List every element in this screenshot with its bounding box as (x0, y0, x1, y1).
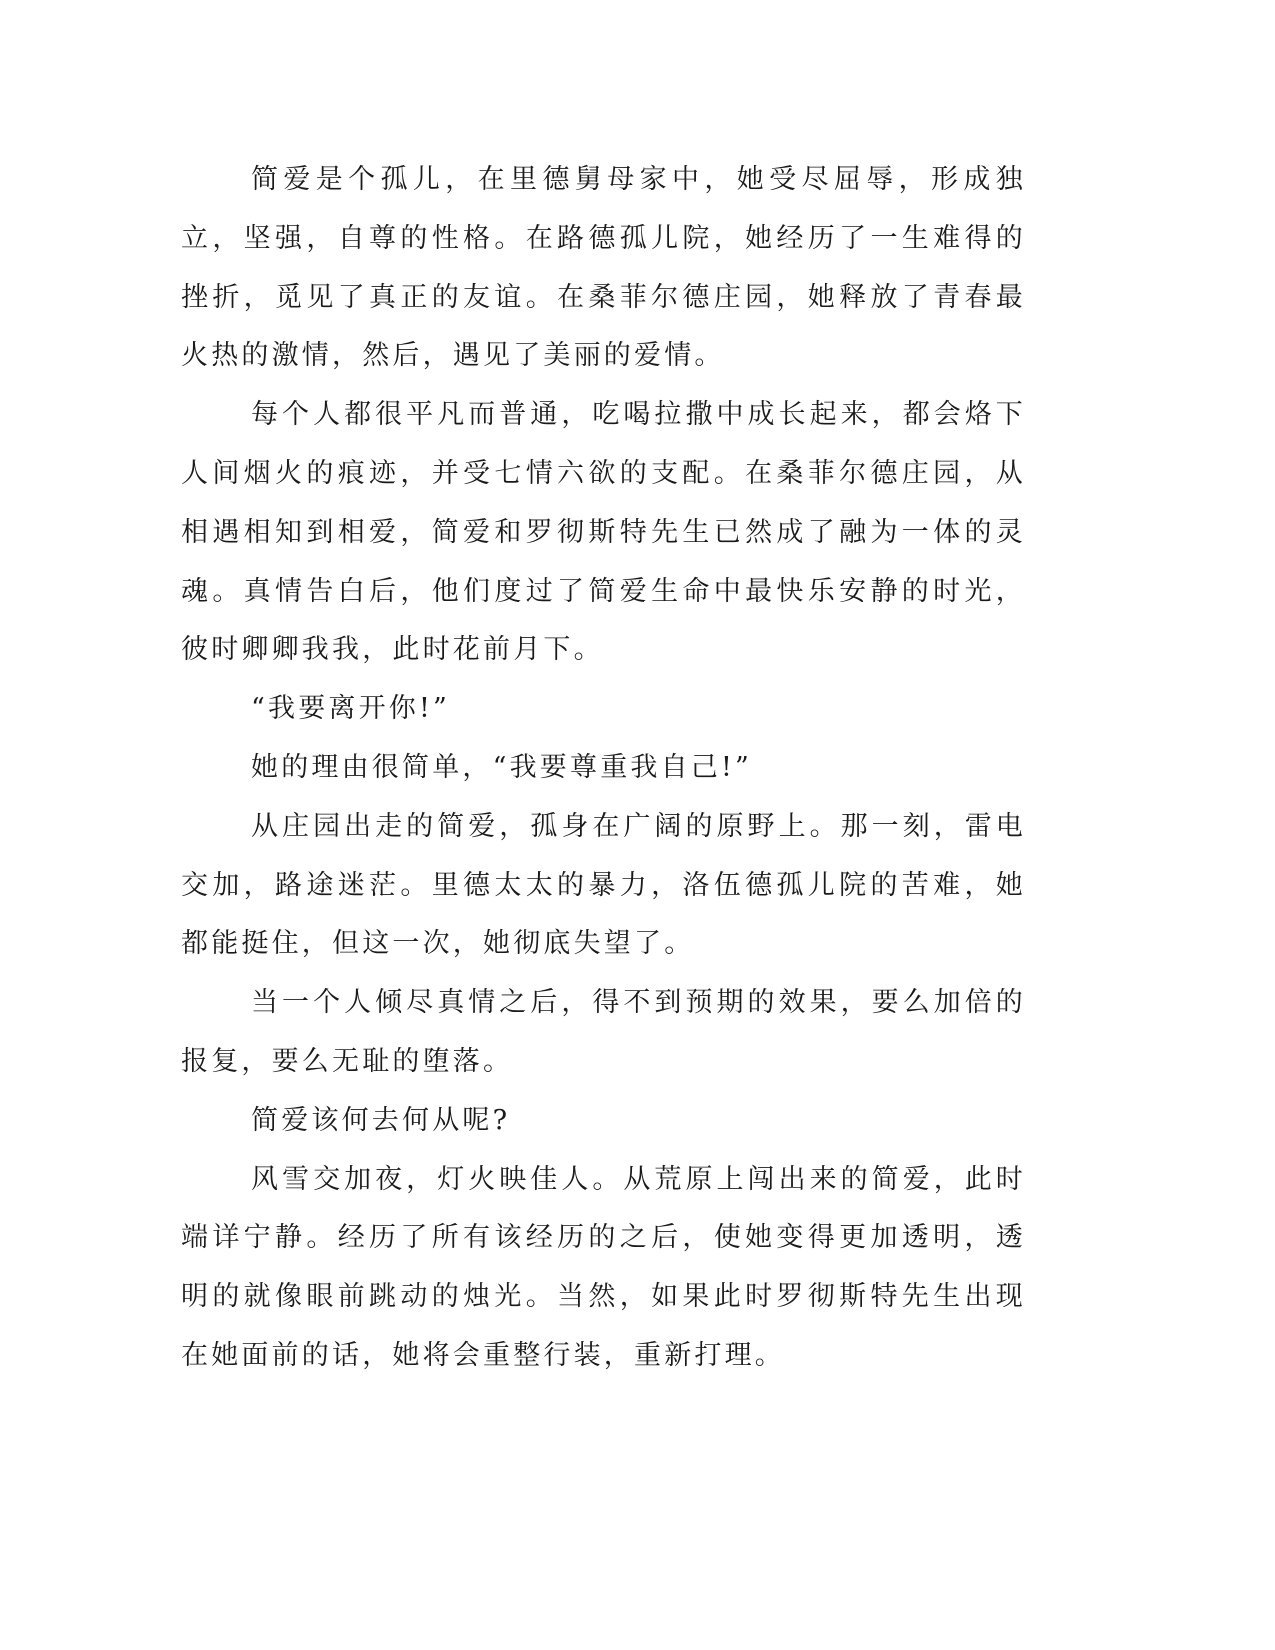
paragraph-reflection: 当一个人倾尽真情之后，得不到预期的效果，要么加倍的报复，要么无耻的堕落。 (181, 987, 1026, 1077)
paragraph-question: 简爱该何去何从呢? (251, 1104, 511, 1136)
paragraph-reason: 她的理由很简单，“我要尊重我自己!” (251, 751, 753, 783)
paragraph-ordinary-people: 每个人都很平凡而普通，吃喝拉撒中成长起来，都会烙下人间烟火的痕迹，并受七情六欲的支配。在桑菲尔德庄园，从相遇相知到相爱，简爱和罗彻斯特先生已然成了融为一体的灵魂。真情告白后，他们度过了简爱生命中最快乐安静的时光，彼时卿卿我我，此时花前月下。 (181, 399, 1026, 666)
paragraph-snow-night: 风雪交加夜，灯火映佳人。从荒原上闯出来的简爱，此时端详宁静。经历了所有该经历的之后，使她变得更加透明，透明的就像眼前跳动的烛光。当然，如果此时罗彻斯特先生出现在她面前的话，她将会重整行装，重新打理。 (181, 1163, 1026, 1371)
paragraph-quote-leave: “我要离开你!” (251, 693, 451, 725)
document-page (181, 151, 1026, 1386)
paragraph-departure: 从庄园出走的简爱，孤身在广阔的原野上。那一刻，雷电交加，路途迷茫。里德太太的暴力，洛伍德孤儿院的苦难，她都能挺住，但这一次，她彻底失望了。 (181, 810, 1026, 960)
paragraph-intro: 简爱是个孤儿，在里德舅母家中，她受尽屈辱，形成独立，坚强，自尊的性格。在路德孤儿院，她经历了一生难得的挫折，觅见了真正的友谊。在桑菲尔德庄园，她释放了青春最火热的激情，然后，遇见了美丽的爱情。 (181, 164, 1026, 372)
